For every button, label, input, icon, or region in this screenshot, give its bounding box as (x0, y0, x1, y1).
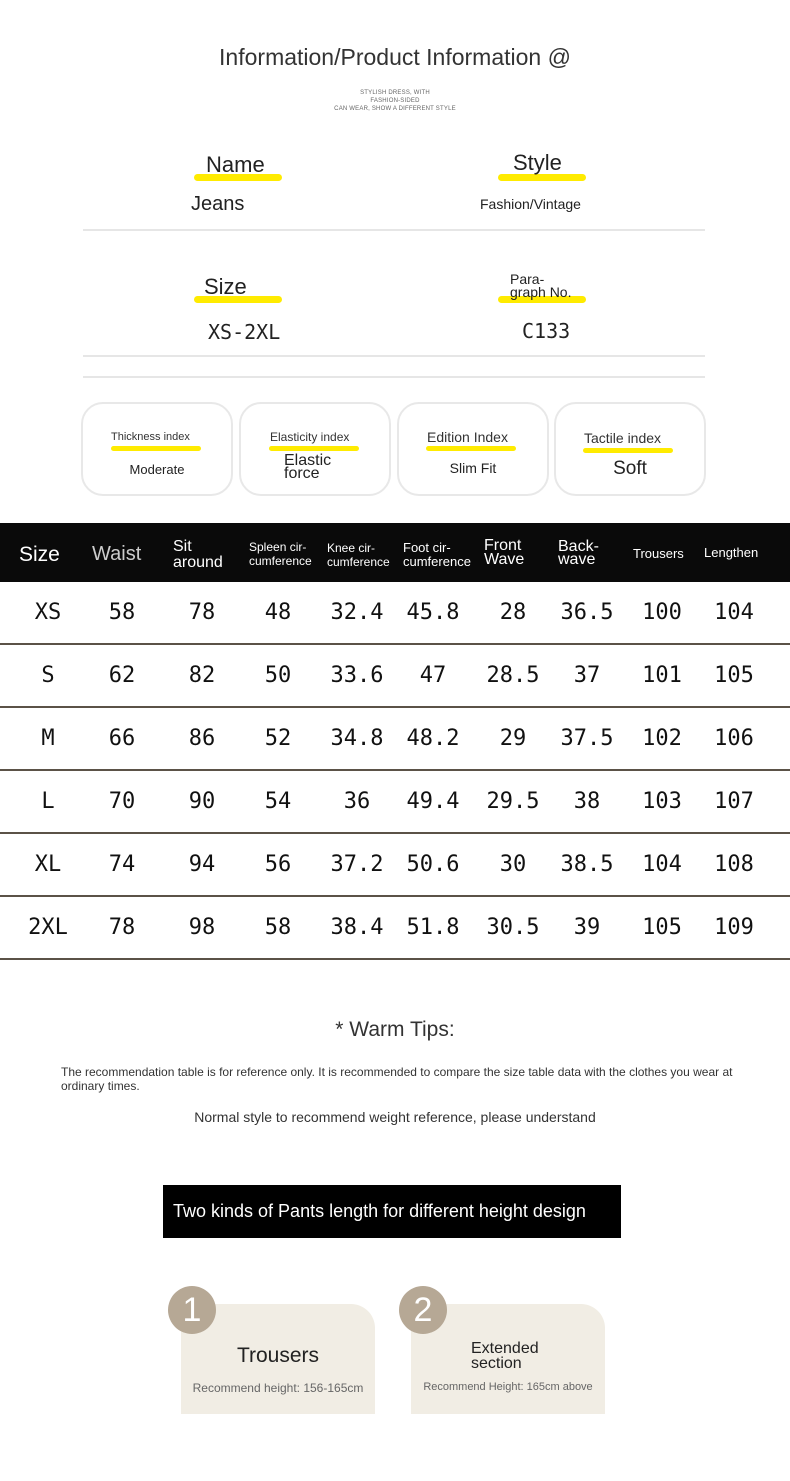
index-card-edition (397, 402, 549, 496)
table-cell: 107 (714, 789, 754, 814)
table-cell: 48 (264, 600, 292, 625)
name-value: Jeans (191, 193, 245, 215)
table-cell: 66 (108, 726, 136, 751)
page-title: Information/Product Information @ (219, 44, 571, 70)
index-value (284, 454, 331, 480)
header-back-wave (558, 540, 599, 566)
table-cell: 29 (499, 726, 527, 751)
style-value: Fashion/Vintage (480, 196, 581, 212)
table-cell: 105 (714, 663, 754, 688)
card-highlight (583, 448, 673, 453)
table-cell: XL (34, 852, 62, 877)
table-cell: 28.5 (486, 663, 540, 688)
table-cell: 82 (188, 663, 216, 688)
table-cell: M (41, 726, 55, 751)
table-cell: 37.2 (330, 852, 384, 877)
table-cell: 38.5 (560, 852, 614, 877)
paragraph-label-line: Para- (510, 271, 545, 287)
table-cell: 48.2 (406, 726, 460, 751)
header-line: around (173, 554, 223, 571)
table-cell: 38.4 (330, 915, 384, 940)
header-line: cumference (327, 555, 390, 569)
divider (83, 229, 705, 231)
page-subtitle (0, 89, 790, 113)
size-label: Size (204, 274, 247, 299)
table-cell: 109 (714, 915, 754, 940)
table-cell: 37.5 (560, 726, 614, 751)
table-cell: 105 (642, 915, 682, 940)
paragraph-value: C133 (522, 319, 571, 343)
subtitle-line: CAN WEAR, SHOW A DIFFERENT STYLE (334, 106, 456, 112)
table-cell: L (41, 789, 55, 814)
length-title: Trousers (236, 1344, 320, 1367)
subtitle-line: FASHION-SIDED (370, 98, 420, 104)
length-banner: Two kinds of Pants length for different height design (163, 1185, 621, 1238)
size-value: XS-2XL (208, 320, 281, 344)
table-cell: 38 (573, 789, 601, 814)
table-cell: 62 (108, 663, 136, 688)
header-line: Wave (484, 551, 525, 568)
header-lengthen: Lengthen (704, 545, 759, 560)
length-title-line: Extended (471, 1340, 539, 1357)
table-cell: 70 (108, 789, 136, 814)
paragraph-label-line: graph No. (510, 284, 572, 300)
table-cell: 108 (714, 852, 754, 877)
header-line: cumference (403, 554, 471, 569)
header-trousers: Trousers (633, 546, 684, 561)
table-row (0, 708, 790, 771)
tips-title: * Warm Tips: (335, 1018, 455, 1041)
table-cell: XS (34, 600, 62, 625)
header-size: Size (19, 543, 60, 566)
table-cell: 34.8 (330, 726, 384, 751)
index-value: Moderate (129, 462, 185, 477)
length-description: Recommend height: 156-165cm (192, 1381, 364, 1395)
table-cell: 50.6 (406, 852, 460, 877)
table-row (0, 834, 790, 897)
index-card-thickness (81, 402, 233, 496)
table-cell: 78 (108, 915, 136, 940)
table-cell: 78 (188, 600, 216, 625)
header-waist: Waist (92, 543, 142, 565)
index-card-tactile (554, 402, 706, 496)
length-title-line: section (471, 1355, 522, 1372)
table-cell: 98 (188, 915, 216, 940)
table-cell: 56 (264, 852, 292, 877)
divider (83, 355, 705, 357)
table-row (0, 897, 790, 960)
table-cell: 106 (714, 726, 754, 751)
length-title (471, 1341, 539, 1371)
length-number-badge: 2 (399, 1286, 447, 1334)
table-cell: 33.6 (330, 663, 384, 688)
index-label: Tactile index (584, 430, 662, 446)
index-label: Thickness index (111, 431, 190, 443)
index-value-line: Elastic (284, 452, 332, 469)
table-cell: 104 (642, 852, 682, 877)
header-line: Front (484, 537, 522, 554)
table-row (0, 582, 790, 645)
table-row (0, 645, 790, 708)
table-cell: 49.4 (406, 789, 460, 814)
table-cell: S (41, 663, 55, 688)
header-line: Sit (173, 538, 192, 555)
table-cell: 45.8 (406, 600, 460, 625)
table-cell: 30.5 (486, 915, 540, 940)
index-value: Slim Fit (449, 460, 497, 476)
index-value-line: force (284, 465, 320, 482)
header-line: Spleen cir- (249, 540, 307, 554)
style-label: Style (513, 150, 562, 175)
length-description: Recommend Height: 165cm above (423, 1381, 593, 1393)
index-label: Elasticity index (270, 430, 350, 444)
divider (83, 376, 705, 378)
table-cell: 58 (264, 915, 292, 940)
table-cell: 50 (264, 663, 292, 688)
table-cell: 32.4 (330, 600, 384, 625)
table-cell: 52 (264, 726, 292, 751)
table-cell: 37 (573, 663, 601, 688)
table-cell: 36 (343, 789, 371, 814)
header-knee (327, 541, 390, 569)
header-front-wave (484, 539, 524, 567)
header-line: Knee cir- (327, 541, 376, 555)
tips-note: Normal style to recommend weight reference, please understand (194, 1109, 596, 1125)
subtitle-line: STYLISH DRESS, WITH (360, 90, 430, 96)
table-cell: 103 (642, 789, 682, 814)
name-label: Name (206, 152, 265, 177)
table-cell: 47 (419, 663, 447, 688)
table-cell: 2XL (28, 915, 68, 940)
table-cell: 90 (188, 789, 216, 814)
table-cell: 101 (642, 663, 682, 688)
table-cell: 36.5 (560, 600, 614, 625)
table-cell: 29.5 (486, 789, 540, 814)
table-cell: 86 (188, 726, 216, 751)
table-cell: 28 (499, 600, 527, 625)
index-card-elasticity (239, 402, 391, 496)
table-cell: 100 (642, 600, 682, 625)
table-cell: 104 (714, 600, 754, 625)
table-cell: 54 (264, 789, 292, 814)
header-line: wave (558, 551, 596, 568)
card-highlight (111, 446, 201, 451)
header-line: Foot cir- (403, 540, 451, 555)
header-spleen (249, 540, 312, 568)
tips-paragraph: The recommendation table is for reference only. It is recommended to compare the size table data with the clothes you wear at ordinary times. (61, 1065, 733, 1093)
card-highlight (269, 446, 359, 451)
length-number-badge: 1 (168, 1286, 216, 1334)
table-cell: 94 (188, 852, 216, 877)
table-header (0, 523, 790, 582)
header-sit-around (173, 539, 223, 571)
index-value: Soft (613, 458, 647, 479)
table-cell: 51.8 (406, 915, 460, 940)
table-cell: 58 (108, 600, 136, 625)
paragraph-label (510, 273, 571, 299)
card-highlight (426, 446, 516, 451)
header-foot (403, 541, 471, 569)
table-cell: 74 (108, 852, 136, 877)
table-cell: 102 (642, 726, 682, 751)
table-cell: 39 (573, 915, 601, 940)
table-row (0, 771, 790, 834)
index-label: Edition Index (427, 429, 508, 445)
table-cell: 30 (499, 852, 527, 877)
row-divider (0, 958, 790, 960)
header-line: Back- (558, 538, 599, 555)
header-line: cumference (249, 554, 312, 568)
